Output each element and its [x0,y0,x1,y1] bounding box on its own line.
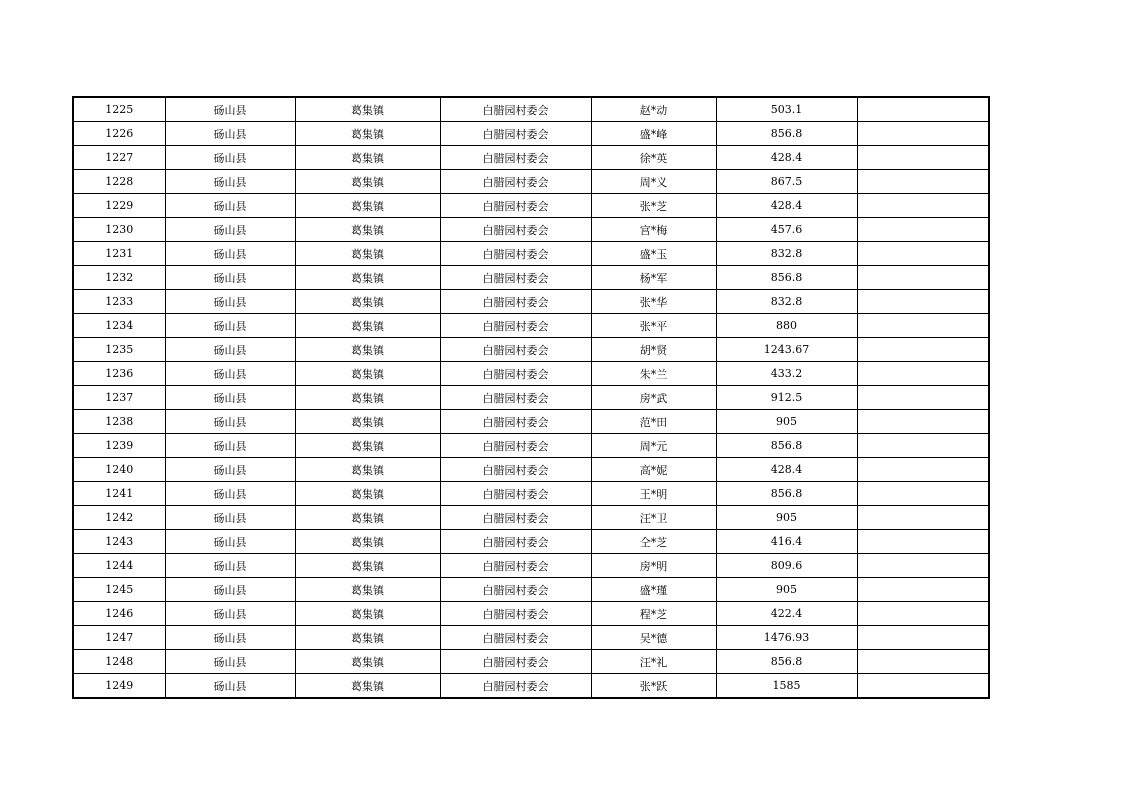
name-cell: 仝*芝 [591,530,716,554]
table-row [73,362,989,386]
town-cell: 葛集镇 [295,530,440,554]
table-row [73,626,989,650]
amount-cell: 905 [716,506,857,530]
amount-cell: 867.5 [716,170,857,194]
village-cell: 白腊园村委会 [440,314,591,338]
name-cell: 范*田 [591,410,716,434]
seq-no-cell: 1246 [73,602,165,626]
seq-no-cell: 1237 [73,386,165,410]
town-cell: 葛集镇 [295,410,440,434]
name-cell: 王*明 [591,482,716,506]
county-cell: 砀山县 [165,338,295,362]
amount-cell: 503.1 [716,97,857,122]
amount-cell: 832.8 [716,242,857,266]
village-cell: 白腊园村委会 [440,170,591,194]
county-cell: 砀山县 [165,194,295,218]
town-cell: 葛集镇 [295,458,440,482]
table-row [73,506,989,530]
name-cell: 周*义 [591,170,716,194]
village-cell: 白腊园村委会 [440,218,591,242]
county-cell: 砀山县 [165,122,295,146]
remark-cell [857,362,989,386]
remark-cell [857,290,989,314]
name-cell: 朱*兰 [591,362,716,386]
village-cell: 白腊园村委会 [440,530,591,554]
remark-cell [857,146,989,170]
village-cell: 白腊园村委会 [440,146,591,170]
remark-cell [857,410,989,434]
remark-cell [857,218,989,242]
village-cell: 白腊园村委会 [440,554,591,578]
seq-no-cell: 1228 [73,170,165,194]
remark-cell [857,554,989,578]
town-cell: 葛集镇 [295,506,440,530]
town-cell: 葛集镇 [295,122,440,146]
name-cell: 汪*卫 [591,506,716,530]
town-cell: 葛集镇 [295,554,440,578]
county-cell: 砀山县 [165,578,295,602]
seq-no-cell: 1242 [73,506,165,530]
town-cell: 葛集镇 [295,386,440,410]
table-row [73,410,989,434]
village-cell: 白腊园村委会 [440,506,591,530]
town-cell: 葛集镇 [295,602,440,626]
amount-cell: 832.8 [716,290,857,314]
county-cell: 砀山县 [165,458,295,482]
seq-no-cell: 1232 [73,266,165,290]
name-cell: 盛*玉 [591,242,716,266]
name-cell: 赵*动 [591,97,716,122]
name-cell: 房*明 [591,554,716,578]
table-row [73,650,989,674]
amount-cell: 428.4 [716,194,857,218]
name-cell: 徐*英 [591,146,716,170]
town-cell: 葛集镇 [295,482,440,506]
amount-cell: 905 [716,410,857,434]
remark-cell [857,578,989,602]
county-cell: 砀山县 [165,506,295,530]
amount-cell: 457.6 [716,218,857,242]
county-cell: 砀山县 [165,242,295,266]
remark-cell [857,434,989,458]
remark-cell [857,97,989,122]
table-row [73,578,989,602]
town-cell: 葛集镇 [295,242,440,266]
county-cell: 砀山县 [165,410,295,434]
amount-cell: 416.4 [716,530,857,554]
table-row [73,97,989,122]
data-table [72,96,990,699]
remark-cell [857,266,989,290]
county-cell: 砀山县 [165,170,295,194]
amount-cell: 880 [716,314,857,338]
amount-cell: 422.4 [716,602,857,626]
amount-cell: 1476.93 [716,626,857,650]
seq-no-cell: 1239 [73,434,165,458]
remark-cell [857,650,989,674]
name-cell: 汪*礼 [591,650,716,674]
amount-cell: 1585 [716,674,857,699]
table-row [73,218,989,242]
name-cell: 胡*贤 [591,338,716,362]
village-cell: 白腊园村委会 [440,458,591,482]
county-cell: 砀山县 [165,386,295,410]
table-row [73,434,989,458]
village-cell: 白腊园村委会 [440,650,591,674]
table-row [73,146,989,170]
table-row [73,674,989,699]
county-cell: 砀山县 [165,290,295,314]
amount-cell: 809.6 [716,554,857,578]
remark-cell [857,386,989,410]
county-cell: 砀山县 [165,314,295,338]
name-cell: 程*芝 [591,602,716,626]
amount-cell: 856.8 [716,266,857,290]
village-cell: 白腊园村委会 [440,266,591,290]
name-cell: 张*芝 [591,194,716,218]
table-row [73,242,989,266]
table-row [73,482,989,506]
village-cell: 白腊园村委会 [440,97,591,122]
county-cell: 砀山县 [165,482,295,506]
table-body [73,97,989,698]
village-cell: 白腊园村委会 [440,362,591,386]
county-cell: 砀山县 [165,554,295,578]
town-cell: 葛集镇 [295,290,440,314]
amount-cell: 433.2 [716,362,857,386]
village-cell: 白腊园村委会 [440,338,591,362]
name-cell: 高*妮 [591,458,716,482]
seq-no-cell: 1227 [73,146,165,170]
town-cell: 葛集镇 [295,170,440,194]
table-row [73,602,989,626]
amount-cell: 912.5 [716,386,857,410]
table-row [73,530,989,554]
seq-no-cell: 1225 [73,97,165,122]
name-cell: 杨*军 [591,266,716,290]
remark-cell [857,314,989,338]
name-cell: 张*跃 [591,674,716,699]
remark-cell [857,338,989,362]
county-cell: 砀山县 [165,434,295,458]
village-cell: 白腊园村委会 [440,674,591,699]
town-cell: 葛集镇 [295,626,440,650]
seq-no-cell: 1235 [73,338,165,362]
village-cell: 白腊园村委会 [440,386,591,410]
table-row [73,554,989,578]
table-row [73,170,989,194]
town-cell: 葛集镇 [295,266,440,290]
amount-cell: 905 [716,578,857,602]
seq-no-cell: 1244 [73,554,165,578]
remark-cell [857,458,989,482]
amount-cell: 856.8 [716,482,857,506]
remark-cell [857,482,989,506]
remark-cell [857,242,989,266]
name-cell: 张*平 [591,314,716,338]
seq-no-cell: 1247 [73,626,165,650]
remark-cell [857,674,989,699]
town-cell: 葛集镇 [295,578,440,602]
name-cell: 盛*瑾 [591,578,716,602]
table-row [73,194,989,218]
table-row [73,338,989,362]
name-cell: 盛*峰 [591,122,716,146]
seq-no-cell: 1240 [73,458,165,482]
name-cell: 张*华 [591,290,716,314]
remark-cell [857,530,989,554]
seq-no-cell: 1233 [73,290,165,314]
county-cell: 砀山县 [165,146,295,170]
amount-cell: 856.8 [716,122,857,146]
remark-cell [857,506,989,530]
table-row [73,386,989,410]
village-cell: 白腊园村委会 [440,290,591,314]
county-cell: 砀山县 [165,530,295,554]
county-cell: 砀山县 [165,674,295,699]
name-cell: 周*元 [591,434,716,458]
town-cell: 葛集镇 [295,314,440,338]
amount-cell: 428.4 [716,458,857,482]
amount-cell: 856.8 [716,650,857,674]
table-row [73,122,989,146]
table-row [73,290,989,314]
remark-cell [857,194,989,218]
table-row [73,458,989,482]
remark-cell [857,602,989,626]
village-cell: 白腊园村委会 [440,602,591,626]
seq-no-cell: 1245 [73,578,165,602]
village-cell: 白腊园村委会 [440,194,591,218]
amount-cell: 1243.67 [716,338,857,362]
town-cell: 葛集镇 [295,362,440,386]
village-cell: 白腊园村委会 [440,482,591,506]
remark-cell [857,170,989,194]
seq-no-cell: 1249 [73,674,165,699]
seq-no-cell: 1230 [73,218,165,242]
town-cell: 葛集镇 [295,434,440,458]
seq-no-cell: 1248 [73,650,165,674]
county-cell: 砀山县 [165,626,295,650]
seq-no-cell: 1241 [73,482,165,506]
seq-no-cell: 1238 [73,410,165,434]
seq-no-cell: 1226 [73,122,165,146]
remark-cell [857,626,989,650]
town-cell: 葛集镇 [295,338,440,362]
county-cell: 砀山县 [165,266,295,290]
town-cell: 葛集镇 [295,97,440,122]
county-cell: 砀山县 [165,362,295,386]
seq-no-cell: 1236 [73,362,165,386]
amount-cell: 856.8 [716,434,857,458]
town-cell: 葛集镇 [295,218,440,242]
seq-no-cell: 1243 [73,530,165,554]
county-cell: 砀山县 [165,650,295,674]
name-cell: 房*武 [591,386,716,410]
village-cell: 白腊园村委会 [440,578,591,602]
county-cell: 砀山县 [165,602,295,626]
name-cell: 宫*梅 [591,218,716,242]
village-cell: 白腊园村委会 [440,410,591,434]
village-cell: 白腊园村委会 [440,434,591,458]
county-cell: 砀山县 [165,218,295,242]
table-row [73,266,989,290]
remark-cell [857,122,989,146]
seq-no-cell: 1234 [73,314,165,338]
town-cell: 葛集镇 [295,650,440,674]
town-cell: 葛集镇 [295,674,440,699]
town-cell: 葛集镇 [295,194,440,218]
amount-cell: 428.4 [716,146,857,170]
county-cell: 砀山县 [165,97,295,122]
table-row [73,314,989,338]
seq-no-cell: 1231 [73,242,165,266]
seq-no-cell: 1229 [73,194,165,218]
name-cell: 吴*德 [591,626,716,650]
village-cell: 白腊园村委会 [440,626,591,650]
village-cell: 白腊园村委会 [440,242,591,266]
town-cell: 葛集镇 [295,146,440,170]
village-cell: 白腊园村委会 [440,122,591,146]
